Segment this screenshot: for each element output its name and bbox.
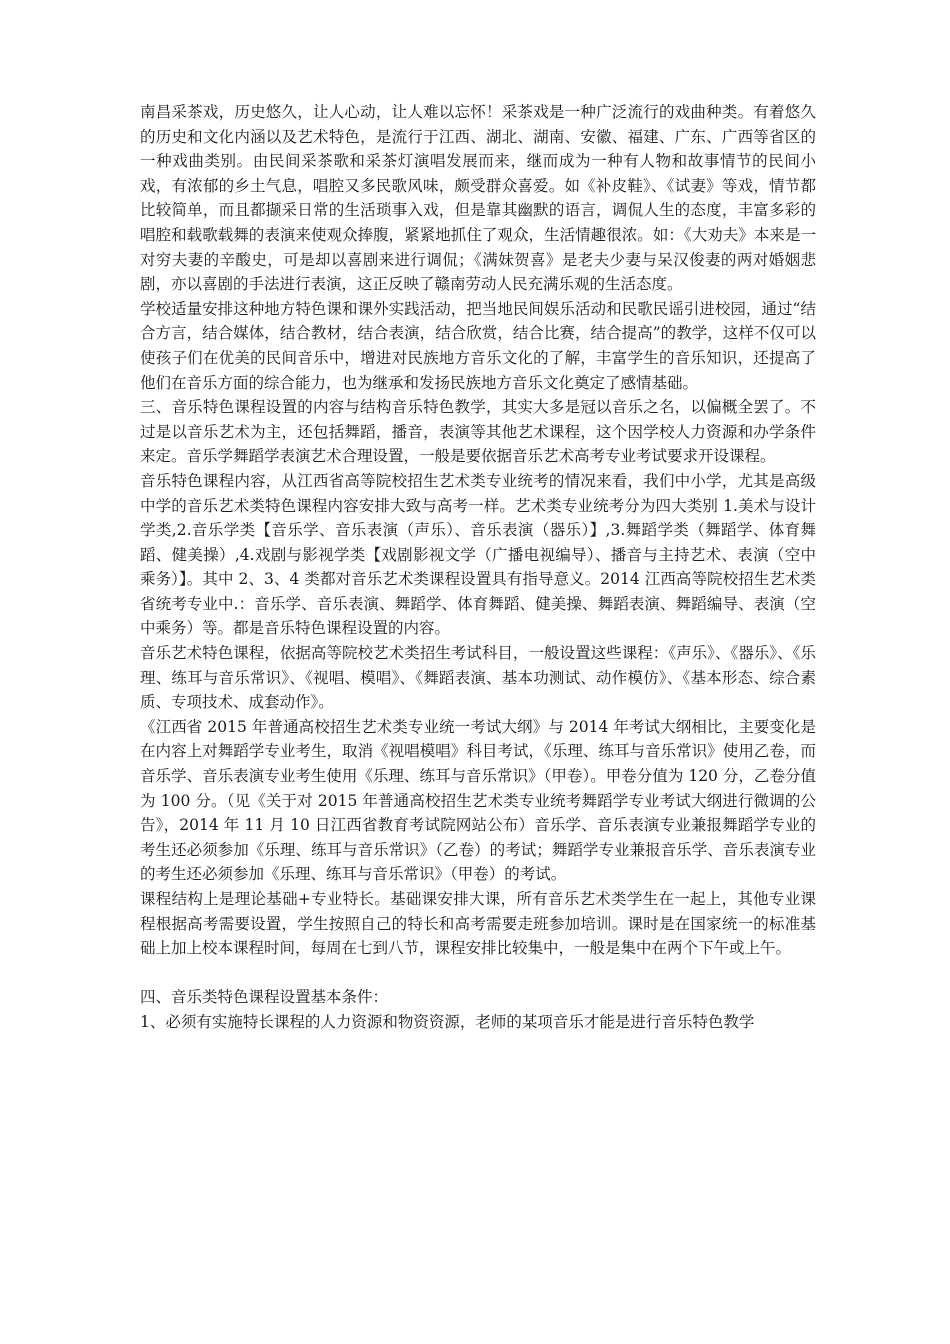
paragraph-course-structure: 课程结构上是理论基础+专业特长。基础课安排大课，所有音乐艺术类学生在一起上，其他专业课程根据高考需要设置，学生按照自己的特长和高考需要走班参加培训。课时是在国家统一的标准基础上加上校本课程时间，每周在七到八节，课程安排比较集中，一般是集中在两个下午或上午。 [140,890,816,958]
paragraph-condition-one: 1、必须有实施特长课程的人力资源和物资资源，老师的某项音乐才能是进行音乐特色教学 [140,1012,755,1031]
paragraph-exam-outline: 《江西省 2015 年普通高校招生艺术类专业统一考试大纲》与 2014 年考试大纲相比，主要变化是在内容上对舞蹈学专业考生，取消《视唱模唱》科目考试，《乐理、练耳与音乐常识》使用乙卷，而音乐学、音乐表演专业考生使用《乐理、练耳与音乐常识》（甲卷）。甲卷分值为 120 分，乙卷分值为 100 分。（见《关于对 2015 年普通高校招生艺术类专业统考舞蹈学专业考试大纲进行微调的公告》，2014 年 11 月 10 日江西省教育考试院网站公布）音乐学、音乐表演专业兼报舞蹈学专业的考生还必须参加《乐理、练耳与音乐常识》（乙卷）的考试；舞蹈学专业兼报音乐学、音乐表演专业的考生还必须参加《乐理、练耳与音乐常识》（甲卷）的考试。 [140,717,816,884]
blank-line [140,961,816,986]
paragraph-school-activities: 学校适量安排这种地方特色课和课外实践活动，把当地民间娱乐活动和民歌民谣引进校园，通过“结合方言，结合媒体，结合教材，结合表演，结合欣赏，结合比赛，结合提高”的教学，这样不仅可以使孩子们在优美的民间音乐中，增进对民族地方音乐文化的了解，丰富学生的音乐知识，还提高了他们在音乐方面的综合能力，也为继承和发扬民族地方音乐文化奠定了感情基础。 [140,299,816,392]
paragraph-caicha-opera: 南昌采茶戏，历史悠久，让人心动，让人难以忘怀！采茶戏是一种广泛流行的戏曲种类。有着悠久的历史和文化内涵以及艺术特色，是流行于江西、湖北、湖南、安徽、福建、广东、广西等省区的一种戏曲类别。由民间采茶歌和采茶灯演唱发展而来，继而成为一种有人物和故事情节的民间小戏，有浓郁的乡土气息，唱腔又多民歌风味，颇受群众喜爱。如《补皮鞋》、《试妻》等戏，情节都比较简单，而且都撷采日常的生活琐事入戏，但是靠其幽默的语言，调侃人生的态度，丰富多彩的唱腔和载歌载舞的表演来使观众捧腹，紧紧地抓住了观众，生活情趣很浓。如：《大劝夫》本来是一对穷夫妻的辛酸史，可是却以喜剧来进行调侃；《满妹贺喜》是老夫少妻与呆汉俊妻的两对婚姻悲剧，亦以喜剧的手法进行表演，这正反映了赣南劳动人民充满乐观的生活态度。 [140,103,816,294]
paragraph-course-list: 音乐艺术特色课程，依据高等院校艺术类招生考试科目，一般设置这些课程：《声乐》、《器乐》、《乐理、练耳与音乐常识》、《视唱、模唱》、《舞蹈表演、基本功测试、动作模仿》、《基本形态、综合素质、专项技术、成套动作》。 [140,644,816,712]
document-page [140,100,816,1035]
paragraph-section-three: 三、音乐特色课程设置的内容与结构音乐特色教学，其实大多是冠以音乐之名，以偏概全罢了。不过是以音乐艺术为主，还包括舞蹈，播音，表演等其他艺术课程，这个因学校人力资源和办学条件来定。音乐学舞蹈学表演艺术合理设置，一般是要依据音乐艺术高考专业考试要求开设课程。 [140,398,816,466]
section-four-heading: 四、音乐类特色课程设置基本条件： [140,988,389,1007]
paragraph-course-content: 音乐特色课程内容，从江西省高等院校招生艺术类专业统考的情况来看，我们中小学，尤其是高级中学的音乐艺术类特色课程内容安排大致与高考一样。艺术类专业统考分为四大类别 1.美术与设计学类,2.音乐学类【音乐学、音乐表演（声乐）、音乐表演（器乐）】,3.舞蹈学类（舞蹈学、体育舞蹈、健美操）,4.戏剧与影视学类【戏剧影视文学（广播电视编导）、播音与主持艺术、表演（空中乘务）】。其中 2、3、4 类都对音乐艺术类课程设置具有指导意义。2014 江西高等院校招生艺术类省统考专业中.：音乐学、音乐表演、舞蹈学、体育舞蹈、健美操、舞蹈表演、舞蹈编导、表演（空中乘务）等。都是音乐特色课程设置的内容。 [140,471,817,638]
